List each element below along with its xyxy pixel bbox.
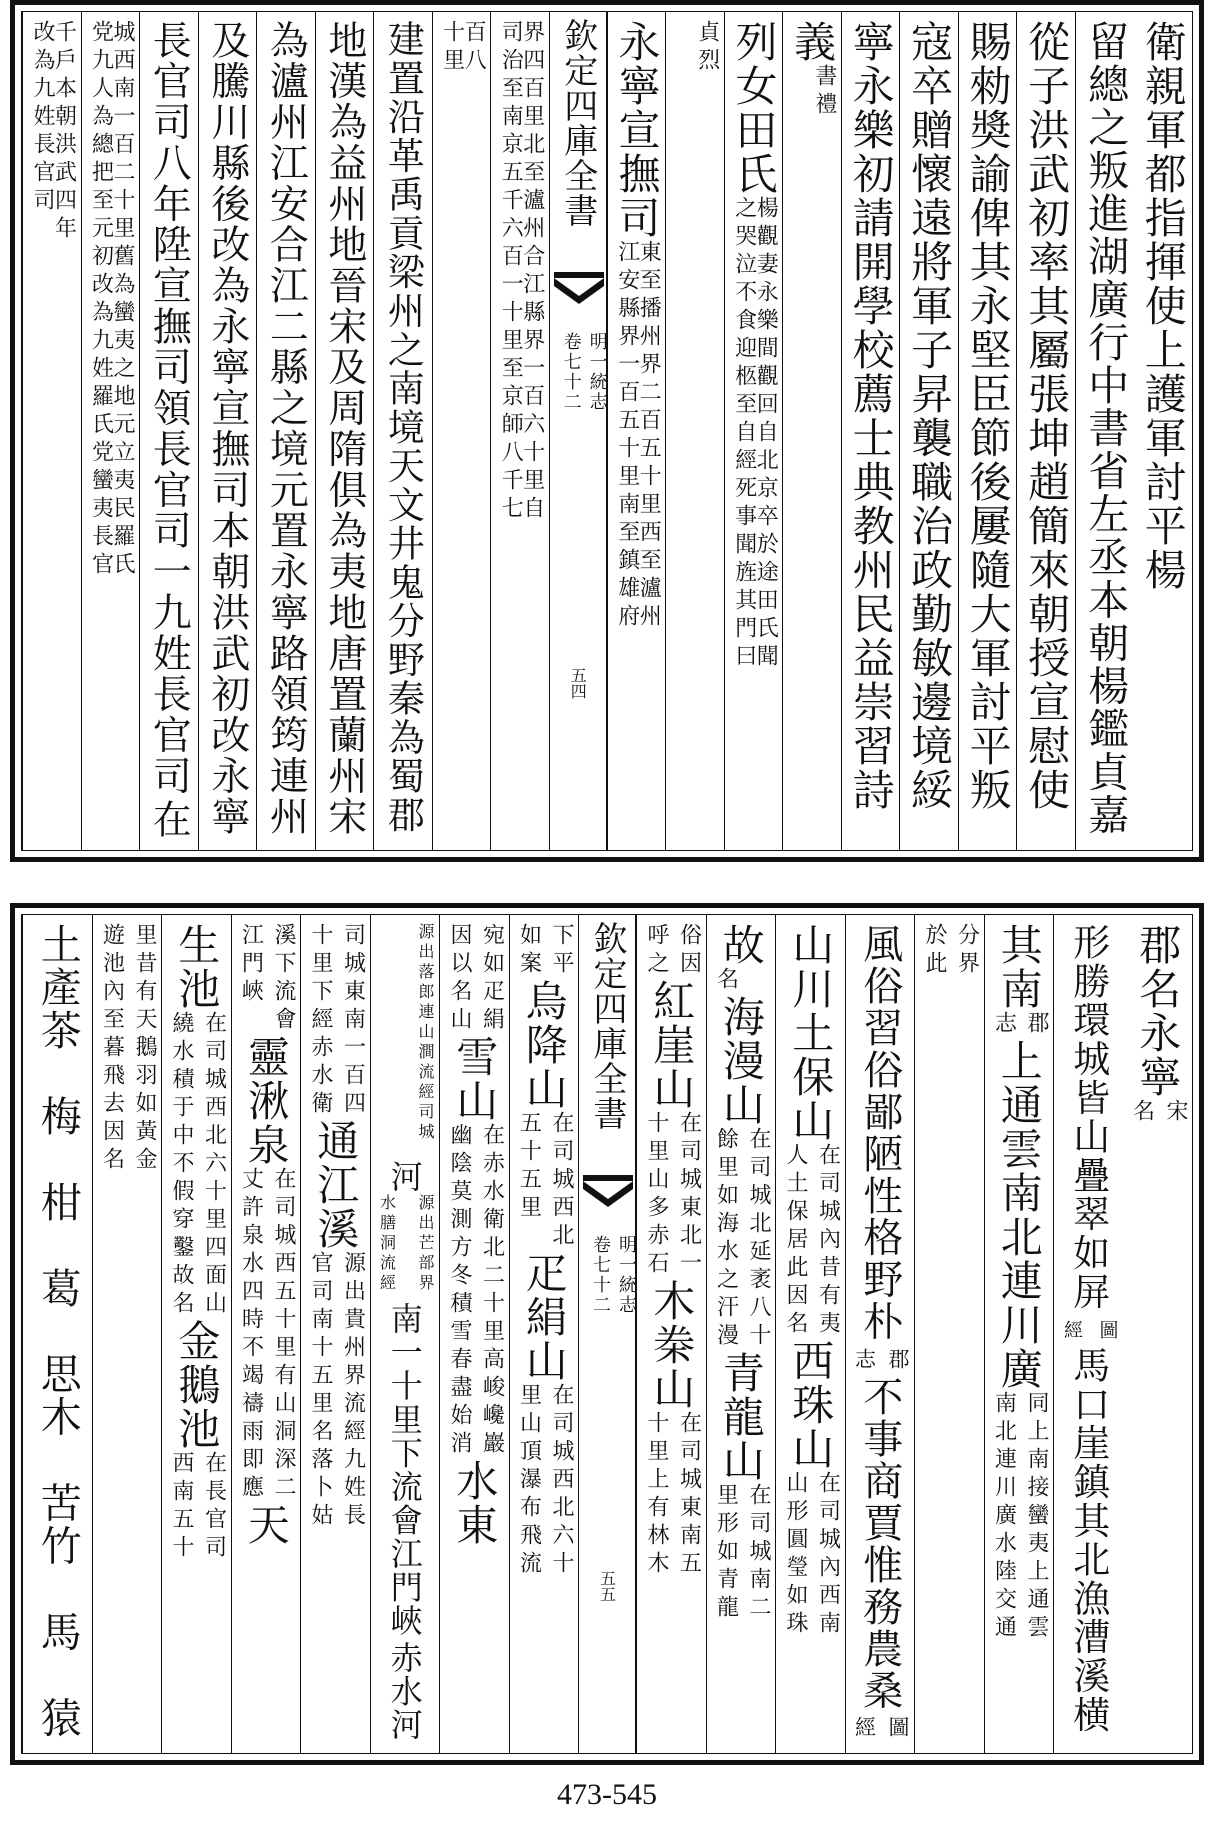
annotation-text: 繞水積于中不假穿鑿故名: [169, 1011, 194, 1319]
main-text: 金鵝池: [172, 1319, 222, 1451]
work-title: 明一統志: [616, 1235, 637, 1315]
top_page-column: [782, 12, 841, 850]
main-text: 長官司八年陞宣撫司領長官司一九姓長官司: [146, 20, 192, 797]
annotation-text: 名: [713, 967, 739, 995]
annotation-text: 官司南十五里名落卜姑: [308, 1251, 333, 1531]
annotation-text: 源出貴州界流經九姓長: [340, 1251, 366, 1531]
main-text: 西珠山: [786, 1339, 836, 1471]
annotation-text: 名: [1129, 1099, 1155, 1127]
annotation-text: 司城東南一百四: [340, 923, 366, 1119]
fish-tail-mark-icon: [583, 1175, 633, 1215]
main-text: 紅崖山: [647, 979, 697, 1111]
main-text: 雪山: [450, 1035, 500, 1123]
main-text: 寧永樂初請開學校薦士典教州民益崇習詩: [846, 20, 896, 812]
annotation-text: 溪下流會: [271, 923, 296, 1035]
book-title: 欽定四庫全書: [557, 18, 598, 228]
top_page-column: [607, 12, 666, 850]
top-page-frame: [21, 11, 1193, 851]
annotation-text: 十里山多赤石: [644, 1111, 669, 1279]
annotation-text: 經: [1061, 1320, 1083, 1345]
annotation-text: 在司城北延袤八十: [746, 1127, 771, 1351]
bottom_page-column: [370, 915, 440, 1753]
main-text: 土產茶 梅 柑 葛 思木 苦竹 馬 猿: [33, 923, 82, 1740]
main-text: 水東: [450, 1459, 500, 1547]
bottom_page-column: [439, 915, 509, 1753]
main-text: 青龍山: [716, 1351, 766, 1483]
volume-label: [587, 1235, 639, 1315]
top_page-column: [432, 12, 491, 850]
annotation-text: 南北連川廣水陸交通: [991, 1391, 1017, 1643]
main-text: 南一十里下流會江門峽: [385, 1302, 424, 1638]
main-text: 海漫山: [716, 995, 766, 1127]
annotation-text: 在司城西北六十里四面山: [201, 1011, 227, 1319]
top_page-column: [373, 12, 432, 850]
annotation-text: 俗因: [676, 923, 702, 979]
main-text: 衛親軍都指揮使上護軍討平楊: [1138, 20, 1188, 592]
main-text: 郡名永寧: [1133, 923, 1183, 1099]
annotation-text: 因以名山: [447, 923, 472, 1035]
main-text: 形勝環城皆山疊翠如屏: [1066, 923, 1110, 1312]
bottom_page-column: [161, 915, 231, 1753]
annotation-text: 五十五里: [516, 1111, 542, 1223]
annotation-text: 圖: [886, 1715, 910, 1742]
main-text: 賜勑奬諭俾其永堅臣節後屢隨大軍討平叛: [963, 20, 1013, 812]
leaf-number: 五五: [597, 1570, 617, 1602]
top_page-column: [490, 12, 549, 850]
book-center-column: [549, 12, 607, 850]
annotation-text: 下平: [549, 923, 574, 979]
annotation-text: 源出落郎連山澗流經司城: [416, 923, 435, 1143]
main-text: 故: [716, 923, 766, 967]
main-text: 靈湫泉: [241, 1035, 291, 1167]
top_page-column: [1133, 12, 1192, 850]
top_page-column: [1075, 12, 1134, 850]
volume-number: 卷七十二: [560, 332, 582, 412]
bottom_page-column: [775, 915, 845, 1753]
main-text: 義: [788, 20, 838, 64]
top_page-column: [198, 12, 257, 850]
main-text: 疋絹山: [519, 1251, 569, 1383]
main-text: 山川土保山: [786, 923, 836, 1143]
main-text: 上通雲南北連川廣: [994, 1039, 1044, 1391]
book-center-column: [578, 915, 636, 1753]
annotation-text: 貞烈: [694, 20, 720, 76]
annotation-text: 在司城東南五: [676, 1411, 702, 1579]
annotation-text: 改為九姓長官司: [30, 20, 55, 216]
annotation-text: 党九人為總把至元初改為九姓羅氏党蠻夷長官: [88, 20, 114, 580]
annotation-text: 志: [991, 1011, 1017, 1039]
bottom_page-column: [706, 915, 776, 1753]
annotation-text: 在司城西北: [549, 1111, 574, 1251]
main-text: 馬口崖鎮其北漁漕溪横: [1066, 1345, 1110, 1734]
annotation-text: 在司城內西南: [815, 1471, 841, 1639]
bottom_page-column: [914, 915, 984, 1753]
annotation-text: 經: [852, 1715, 877, 1742]
main-text: 通江溪: [311, 1119, 361, 1251]
fish-tail-mark-icon: [554, 272, 604, 312]
annotation-text: 在司城西五十里有山洞深二: [271, 1167, 296, 1503]
main-text: 烏降山: [519, 979, 569, 1111]
main-text: 不事商賈惟務農桑: [856, 1375, 903, 1712]
main-text: 從子洪武初率其屬張坤趙簡來朝授宣慰使: [1022, 20, 1072, 812]
annotation-text: 東至播州界二百五十里西至瀘州: [636, 240, 662, 632]
annotation-text: 在司城東北一: [676, 1111, 702, 1279]
annotation-text: 宋: [1163, 1099, 1188, 1127]
annotation-text: 幽陰莫測方冬積雪春盡始消: [447, 1123, 472, 1459]
bottom_page-column: [984, 915, 1054, 1753]
volume-label: [558, 332, 610, 412]
annotation-text: 十里下經赤水衛: [308, 923, 333, 1119]
annotation-text: 楊觀妻永樂間觀回自北京卒於途田氏聞: [753, 196, 779, 672]
main-text: 赤水河: [385, 1641, 424, 1742]
top_page-column: [81, 12, 140, 850]
annotation-text: 在司城內昔有夷: [815, 1143, 841, 1339]
annotation-text: 里形如青龍: [713, 1483, 739, 1623]
top-page: [10, 0, 1204, 862]
annotation-text: 千戶本朝洪武四年: [51, 20, 77, 244]
main-text: 生池: [172, 923, 222, 1011]
annotation-text: 之哭泣不食迎柩至自經死事聞旌其門曰: [731, 196, 757, 672]
leaf-number: 五四: [568, 667, 588, 699]
annotation-text: 遊池內至暮飛去因名: [99, 923, 125, 1175]
bottom_page-column: [1123, 915, 1193, 1753]
top_page-column: [665, 12, 724, 850]
annotation-text: 城西南一百二十里舊為蠻夷之地元立夷民羅氏: [110, 20, 136, 580]
annotation-text: 於此: [922, 923, 947, 979]
top_page-column: [256, 12, 315, 850]
annotation-text: 書禮: [811, 64, 837, 120]
main-text: 天: [241, 1503, 291, 1547]
top_page-column: [899, 12, 958, 850]
bottom_page-column: [92, 915, 162, 1753]
main-text: 留總之叛進湖廣行中書省左丞本朝楊鑑貞嘉: [1081, 20, 1130, 837]
top_page-column: [1016, 12, 1075, 850]
volume-number: 卷七十二: [590, 1235, 611, 1315]
annotation-text: 界四百里北至瀘州合江縣界一百六十里自: [519, 20, 545, 524]
annotation-text: 里山頂瀑布飛流: [516, 1383, 542, 1579]
annotation-text: 百八: [461, 20, 487, 76]
annotation-text: 圖: [1096, 1320, 1119, 1345]
bottom_page-column: [845, 915, 915, 1753]
main-text: 在: [146, 799, 192, 840]
annotation-text: 丈許泉水四時不竭禱雨即應: [238, 1167, 264, 1503]
annotation-text: 如案: [516, 923, 542, 979]
main-text: 及騰川縣後改為永寧宣撫司本朝洪武初改永寧: [204, 20, 250, 838]
bottom_page-column: [22, 915, 92, 1753]
annotation-text: 江安縣界一百五十里南至鎮雄府: [614, 240, 640, 632]
main-text: 木桊山: [647, 1279, 697, 1411]
page-number: 473-545: [557, 1778, 657, 1811]
main-text: 為瀘州江安合江二縣之境元置永寧路領筠連州: [263, 20, 309, 838]
bottom-page-frame: [21, 914, 1193, 1754]
top_page-column: [315, 12, 374, 850]
main-text: 寇卒贈懷遠將軍子昇襲職治政勤敏邊境綏: [905, 20, 955, 812]
book-title: 欽定四庫全書: [587, 921, 627, 1131]
top_page-column: [841, 12, 900, 850]
annotation-text: 在赤水衛北二十里高峻巉巖: [479, 1123, 505, 1459]
annotation-text: 宛如疋絹: [479, 923, 505, 1035]
top_page-column: [724, 12, 783, 850]
annotation-text: 人土保居此因名: [783, 1143, 808, 1339]
annotation-text: 在長官司: [201, 1451, 227, 1563]
main-text: 河: [385, 1160, 424, 1194]
main-text: 列女田氏: [729, 20, 779, 196]
annotation-text: 郡: [1024, 1011, 1049, 1039]
work-title: 明一統志: [586, 332, 608, 412]
annotation-text: 志: [852, 1348, 877, 1375]
main-text: 其南: [994, 923, 1044, 1011]
annotation-text: 呼之: [644, 923, 669, 979]
annotation-text: 同上南接蠻夷上通雲: [1024, 1391, 1049, 1643]
annotation-text: 餘里如海水之汗漫: [713, 1127, 739, 1351]
main-text: 建置沿革禹貢梁州之南境天文井鬼分野秦為蜀郡: [381, 20, 425, 835]
bottom_page-column: [1053, 915, 1123, 1753]
main-text: 永寧宣撫司: [612, 20, 662, 240]
top_page-column: [139, 12, 198, 850]
annotation-text: 水膳洞流經: [377, 1194, 397, 1295]
bottom_page-column: [300, 915, 370, 1753]
bottom-page: [10, 903, 1204, 1765]
bottom_page-column: [509, 915, 579, 1753]
annotation-text: 十里: [439, 20, 465, 76]
annotation-text: 在司城南二: [746, 1483, 771, 1623]
main-text: 風俗習俗鄙陋性格野朴: [856, 923, 903, 1343]
annotation-text: 里昔有天鵝羽如黃金: [132, 923, 157, 1175]
top_page-column: [958, 12, 1017, 850]
top_page-column: [22, 12, 81, 850]
annotation-text: 在司城西北六十: [549, 1383, 574, 1579]
annotation-text: 山形圓瑩如珠: [783, 1471, 808, 1639]
annotation-text: 郡: [886, 1348, 910, 1375]
annotation-text: 司治至南京五千六百一十里至京師八千七: [498, 20, 524, 524]
annotation-text: 西南五十: [169, 1451, 194, 1563]
main-text: 地漢為益州地晉宋及周隋俱為夷地唐置蘭州宋: [321, 20, 367, 838]
annotation-text: 源出芒部界: [416, 1194, 435, 1295]
annotation-text: 十里上有林木: [644, 1411, 669, 1579]
annotation-text: 江門峽: [238, 923, 264, 1007]
bottom_page-column: [636, 915, 706, 1753]
bottom_page-column: [231, 915, 301, 1753]
annotation-text: 分界: [954, 923, 980, 979]
